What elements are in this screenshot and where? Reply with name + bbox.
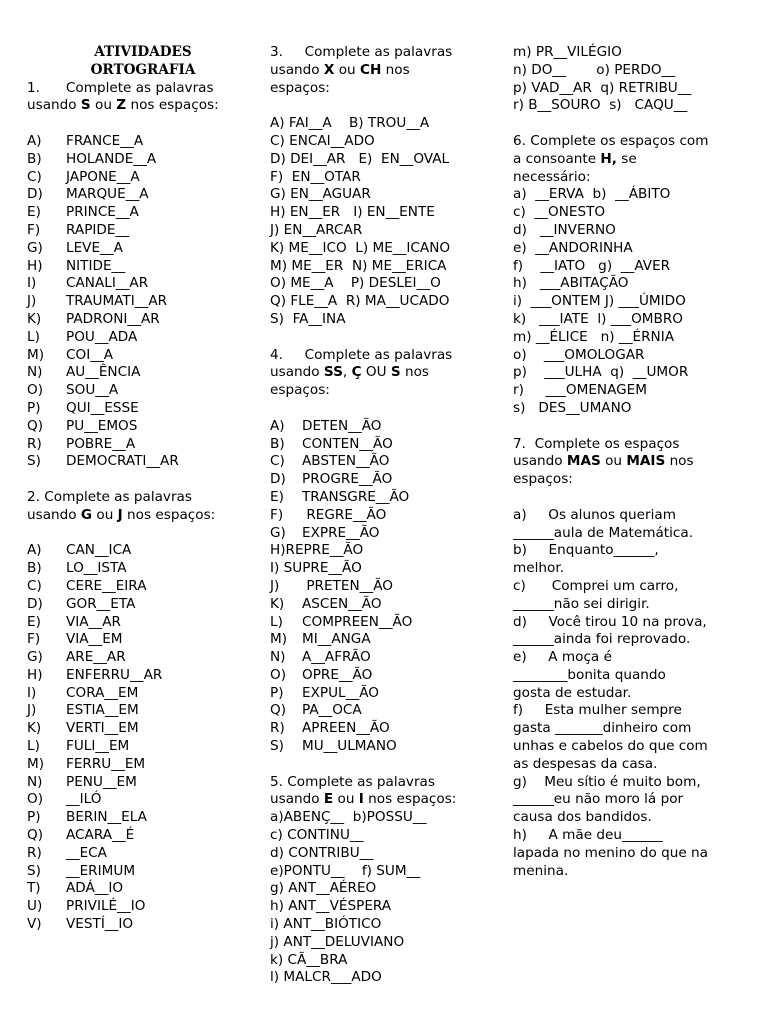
q7-item-line: ______ainda foi reprovado.: [513, 631, 691, 648]
item-word: OPRE__ÃO: [302, 666, 373, 683]
list-item: [27, 702, 259, 720]
list-item: h) ___ABITAÇÃO: [513, 275, 629, 292]
item-letter: C): [27, 168, 42, 185]
item-word: COI__A: [66, 346, 114, 363]
item-letter: N): [27, 773, 43, 790]
list-item: I) SUPRE__ÃO: [270, 560, 362, 577]
list-item: [27, 133, 259, 151]
list-item: [27, 169, 259, 187]
q7-item-line: causa dos bandidos.: [513, 809, 652, 826]
item-letter: S): [270, 738, 284, 755]
list-item: S) FA__INA: [270, 310, 346, 327]
item-word: FRANCE__A: [66, 132, 144, 149]
list-item: d) __INVERNO: [513, 221, 616, 238]
list-item: i) ___ONTEM J) ___ÚMIDO: [513, 293, 686, 310]
item-letter: H): [27, 666, 43, 683]
item-word: REGRE__ÃO: [302, 506, 387, 523]
item-letter: L): [27, 328, 40, 345]
list-item: [27, 614, 259, 632]
list-item: [27, 596, 259, 614]
list-item: o) ___OMOLOGAR: [513, 346, 645, 363]
item-letter: S): [27, 453, 41, 470]
q7-item: [513, 702, 753, 773]
q4-list: [270, 418, 505, 756]
q3-heading: 3. Complete as palavras: [270, 44, 453, 60]
list-item: [270, 738, 505, 756]
q7-item-line: c) Comprei um carro,: [513, 577, 679, 594]
item-word: COMPREEN__ÃO: [302, 613, 413, 630]
list-item: G) EN__AGUAR: [270, 186, 371, 203]
item-word: MU__ULMANO: [302, 738, 397, 755]
list-item: A) FAI__A B) TROU__A: [270, 115, 430, 132]
item-word: PU__EMOS: [66, 417, 138, 434]
item-letter: N): [27, 364, 43, 381]
list-item: a)ABENÇ__ b)POSSU__: [270, 809, 427, 826]
list-item: [27, 186, 259, 204]
item-word: ENFERRU__AR: [66, 666, 163, 683]
list-item: e) __ANDORINHA: [513, 239, 633, 256]
q7-item: [513, 542, 753, 578]
item-letter: R): [27, 435, 42, 452]
list-item: [270, 702, 505, 720]
list-item: M) ME__ER N) ME__ERICA: [270, 257, 447, 274]
item-letter: F): [27, 221, 41, 238]
q7-heading: 7. Complete os espaços: [513, 435, 680, 452]
list-item: [27, 542, 259, 560]
list-item: [27, 756, 259, 774]
list-item: r) B__SOURO s) CAQU__: [513, 97, 688, 114]
item-letter: Q): [27, 417, 44, 434]
item-letter: L): [27, 738, 40, 755]
list-item: [270, 525, 505, 543]
item-letter: J): [27, 702, 37, 719]
list-item: [270, 685, 505, 703]
item-word: EXPUL__ÃO: [302, 684, 379, 701]
q5-list: [270, 809, 505, 987]
item-word: __ERIMUM: [66, 862, 136, 879]
list-item: [27, 453, 259, 471]
item-word: ARE__AR: [66, 649, 126, 666]
list-item: [27, 863, 259, 881]
q7-heading-cont: usando MAS ou MAIS nos: [513, 453, 694, 470]
item-word: CANALI__AR: [66, 275, 149, 292]
list-item: [270, 436, 505, 454]
item-letter: P): [27, 809, 41, 826]
item-word: __ILÓ: [66, 791, 102, 808]
list-item: [27, 791, 259, 809]
list-item: l) MALCR___ADO: [270, 969, 382, 986]
list-item: [27, 827, 259, 845]
q7-item-line: gasta _______dinheiro com: [513, 720, 692, 737]
q7-heading-end: espaços:: [513, 471, 573, 488]
item-word: A__AFRÃO: [302, 649, 371, 666]
item-letter: G): [27, 649, 43, 666]
item-word: __ECA: [66, 844, 107, 861]
list-item: a) __ERVA b) __ÁBITO: [513, 186, 671, 203]
q2-heading-cont: usando G ou J nos espaços:: [27, 506, 216, 523]
item-letter: I): [27, 684, 37, 701]
item-letter: B): [27, 560, 42, 577]
item-word: JAPONE__A: [66, 168, 140, 185]
q7-item-line: e) A moça é: [513, 649, 612, 666]
q7-item-line: h) A mãe deu______: [513, 827, 663, 844]
list-item: H)REPRE__ÃO: [270, 542, 364, 559]
list-item: [27, 151, 259, 169]
item-letter: B): [27, 150, 42, 167]
item-word: TRAUMATI__AR: [66, 293, 168, 310]
item-word: GOR__ETA: [66, 595, 136, 612]
list-item: [27, 382, 259, 400]
q1-list: [27, 133, 259, 471]
list-item: C) ENCAI__ADO: [270, 132, 375, 149]
item-word: PRINCE__A: [66, 204, 139, 221]
item-letter: F): [27, 631, 41, 648]
list-item: [27, 293, 259, 311]
list-item: [27, 364, 259, 382]
item-letter: M): [27, 755, 45, 772]
list-item: [270, 507, 505, 525]
list-item: [270, 418, 505, 436]
list-item: [27, 649, 259, 667]
item-word: ESTIA__EM: [66, 702, 139, 719]
item-word: FERRU__EM: [66, 755, 146, 772]
item-letter: C): [270, 453, 285, 470]
q5-heading-cont: usando E ou I nos espaços:: [270, 791, 457, 808]
list-item: h) ANT__VÉSPERA: [270, 898, 392, 915]
item-word: LEVE__A: [66, 239, 123, 256]
q2-heading: 2. Complete as palavras: [27, 488, 192, 505]
list-item: [27, 720, 259, 738]
list-item: [27, 418, 259, 436]
list-item: Q) FLE__A R) MA__UCADO: [270, 293, 450, 310]
list-item: [27, 738, 259, 756]
item-letter: E): [27, 204, 41, 221]
q7-item-line: d) Você tirou 10 na prova,: [513, 613, 707, 630]
item-letter: G): [270, 524, 286, 541]
item-letter: L): [270, 613, 283, 630]
q7-item-line: ________bonita quando: [513, 666, 666, 683]
column-3: [513, 44, 753, 880]
list-item: [27, 258, 259, 276]
item-letter: P): [27, 399, 41, 416]
item-word: PA__OCA: [302, 702, 362, 719]
item-letter: T): [27, 880, 41, 897]
list-item: f) __IATO g) __AVER: [513, 257, 671, 274]
list-item: [27, 560, 259, 578]
item-word: FULI__EM: [66, 738, 130, 755]
item-letter: D): [27, 595, 43, 612]
list-item: [27, 400, 259, 418]
list-item: [27, 311, 259, 329]
item-letter: B): [270, 435, 285, 452]
list-item: [270, 596, 505, 614]
q7-item-line: f) Esta mulher sempre: [513, 702, 682, 719]
q7-item-line: menina.: [513, 862, 569, 879]
q7-list: [513, 507, 753, 881]
item-word: PROGRE__ÃO: [302, 471, 393, 488]
title-line-2: ORTOGRAFIA: [90, 61, 196, 78]
item-letter: J): [27, 293, 37, 310]
list-item: m) __ÉLICE n) __ÉRNIA: [513, 328, 675, 345]
q7-item-line: as despesas da casa.: [513, 755, 658, 772]
item-letter: O): [27, 382, 44, 399]
item-word: POBRE__A: [66, 435, 136, 452]
q3-heading-end: espaços:: [270, 79, 330, 96]
q7-item-line: ______aula de Matemática.: [513, 524, 694, 541]
q7-item-line: b) Enquanto______,: [513, 542, 659, 559]
list-item: [27, 240, 259, 258]
item-word: ADÁ__IO: [66, 880, 124, 897]
item-word: CONTEN__ÃO: [302, 435, 393, 452]
q7-item-line: gosta de estudar.: [513, 684, 632, 701]
item-letter: D): [27, 186, 43, 203]
list-item: n) DO__ o) PERDO__: [513, 61, 676, 78]
item-word: PRIVILÉ__IO: [66, 898, 146, 915]
list-item: K) ME__ICO L) ME__ICANO: [270, 239, 451, 256]
item-letter: G): [27, 239, 43, 256]
list-item: [27, 631, 259, 649]
q7-item: [513, 507, 753, 543]
list-item: [270, 578, 505, 596]
item-letter: R): [270, 720, 285, 737]
item-word: VIA__AR: [66, 613, 121, 630]
item-letter: K): [270, 595, 285, 612]
list-item: [27, 809, 259, 827]
list-item: d) CONTRIBU__: [270, 844, 374, 861]
item-word: VESTÍ__IO: [66, 916, 134, 933]
item-letter: U): [27, 898, 43, 915]
item-letter: A): [27, 542, 42, 559]
item-letter: V): [27, 916, 42, 933]
item-letter: A): [27, 132, 42, 149]
q4-heading: 4. Complete as palavras: [270, 346, 453, 363]
q5-continued-list: [513, 44, 753, 115]
item-letter: I): [27, 275, 37, 292]
item-word: PRETEN__ÃO: [302, 577, 393, 594]
q3-heading-cont: usando X ou CH nos: [270, 61, 410, 78]
item-word: SOU__A: [66, 382, 119, 399]
item-word: EXPRE__ÃO: [302, 524, 380, 541]
item-letter: N): [270, 649, 286, 666]
list-item: i) ANT__BIÓTICO: [270, 916, 382, 933]
list-item: p) ___ULHA q) __UMOR: [513, 364, 689, 381]
item-word: VERTI__EM: [66, 720, 139, 737]
q7-item-line: g) Meu sítio é muito bom,: [513, 773, 701, 790]
list-item: [270, 489, 505, 507]
list-item: [270, 471, 505, 489]
q1-heading-cont: usando S ou Z nos espaços:: [27, 97, 219, 114]
item-letter: H): [27, 257, 43, 274]
list-item: k) ___IATE l) ___OMBRO: [513, 310, 684, 327]
item-letter: M): [27, 346, 45, 363]
q7-item-line: melhor.: [513, 560, 564, 577]
item-word: ACARA__É: [66, 827, 135, 844]
q6-list: [513, 186, 753, 417]
q6-heading-cont: a consoante H, se: [513, 150, 637, 167]
list-item: [270, 631, 505, 649]
item-word: AU__ÊNCIA: [66, 364, 141, 381]
list-item: [27, 685, 259, 703]
list-item: g) ANT__AÉREO: [270, 880, 377, 897]
q7-item: [513, 827, 753, 880]
item-word: NITIDE__: [66, 257, 126, 274]
list-item: [270, 614, 505, 632]
item-letter: Q): [270, 702, 287, 719]
column-2: [270, 44, 505, 987]
list-item: F) EN__OTAR: [270, 168, 361, 185]
q6-heading: 6. Complete os espaços com: [513, 132, 709, 149]
column-1: [27, 44, 259, 934]
title-line-1: ATIVIDADES: [94, 44, 192, 60]
item-letter: O): [270, 666, 287, 683]
item-letter: S): [27, 862, 41, 879]
item-letter: C): [27, 577, 42, 594]
item-letter: M): [270, 631, 288, 648]
q4-heading-cont: usando SS, Ç OU S nos: [270, 364, 429, 381]
q7-item-line: lapada no menino do que na: [513, 844, 708, 861]
list-item: [27, 845, 259, 863]
q7-item: [513, 649, 753, 702]
item-word: QUI__ESSE: [66, 399, 139, 416]
q7-item-line: ______eu não moro lá por: [513, 791, 684, 808]
list-item: [27, 880, 259, 898]
item-word: APREEN__ÃO: [302, 720, 390, 737]
q5-heading: 5. Complete as palavras: [270, 773, 435, 790]
item-word: POU__ADA: [66, 328, 138, 345]
list-item: s) DES__UMANO: [513, 399, 632, 416]
list-item: J) EN__ARCAR: [270, 221, 363, 238]
item-word: HOLANDE__A: [66, 150, 157, 167]
item-word: TRANSGRE__ÃO: [302, 488, 410, 505]
q7-item: [513, 774, 753, 827]
q7-item-line: unhas e cabelos do que com: [513, 738, 708, 755]
item-letter: R): [27, 844, 42, 861]
list-item: O) ME__A P) DESLEI__O: [270, 275, 441, 292]
list-item: c) __ONESTO: [513, 204, 606, 221]
list-item: [270, 720, 505, 738]
list-item: D) DEI__AR E) EN__OVAL: [270, 150, 450, 167]
list-item: [27, 222, 259, 240]
list-item: [27, 275, 259, 293]
item-letter: P): [270, 684, 284, 701]
item-word: PENU__EM: [66, 773, 137, 790]
item-word: BERIN__ELA: [66, 809, 147, 826]
list-item: [27, 667, 259, 685]
item-word: ASCEN__ÃO: [302, 595, 382, 612]
list-item: [270, 649, 505, 667]
item-letter: J): [270, 577, 280, 594]
q6-heading-end: necessário:: [513, 168, 591, 185]
q7-item: [513, 578, 753, 614]
item-word: CORA__EM: [66, 684, 139, 701]
item-letter: K): [27, 310, 42, 327]
list-item: [27, 774, 259, 792]
item-word: MI__ANGA: [302, 631, 371, 648]
q4-heading-end: espaços:: [270, 382, 330, 399]
q2-list: [27, 542, 259, 934]
list-item: k) CÃ__BRA: [270, 951, 348, 968]
item-word: DEMOCRATI__AR: [66, 453, 179, 470]
list-item: [270, 667, 505, 685]
list-item: H) EN__ER I) EN__ENTE: [270, 204, 435, 221]
list-item: [27, 578, 259, 596]
list-item: p) VAD__AR q) RETRIBU__: [513, 79, 692, 96]
list-item: c) CONTINU__: [270, 827, 364, 844]
q1-heading: 1. Complete as palavras: [27, 79, 214, 96]
item-letter: E): [27, 613, 41, 630]
list-item: [27, 898, 259, 916]
item-word: CAN__ICA: [66, 542, 132, 559]
list-item: [27, 916, 259, 934]
q7-item: [513, 614, 753, 650]
item-letter: O): [27, 791, 44, 808]
item-letter: Q): [27, 827, 44, 844]
item-letter: A): [270, 417, 285, 434]
list-item: e)PONTU__ f) SUM__: [270, 862, 421, 879]
list-item: [27, 204, 259, 222]
item-word: LO__ISTA: [66, 560, 127, 577]
q7-item-line: a) Os alunos queriam: [513, 506, 676, 523]
item-letter: E): [270, 488, 284, 505]
item-letter: D): [270, 471, 286, 488]
list-item: j) ANT__DELUVIANO: [270, 933, 405, 950]
item-word: PADRONI__AR: [66, 310, 160, 327]
list-item: [27, 329, 259, 347]
list-item: [27, 436, 259, 454]
q7-item-line: ______não sei dirigir.: [513, 595, 650, 612]
list-item: [270, 453, 505, 471]
item-word: CERE__EIRA: [66, 577, 147, 594]
item-letter: F): [270, 506, 284, 523]
list-item: m) PR__VILÉGIO: [513, 44, 622, 60]
item-word: DETEN__ÃO: [302, 417, 382, 434]
q3-list: [270, 115, 505, 329]
item-letter: K): [27, 720, 42, 737]
item-word: ABSTEN__ÃO: [302, 453, 390, 470]
list-item: [27, 347, 259, 365]
item-word: MARQUE__A: [66, 186, 149, 203]
item-word: RAPIDE__: [66, 221, 130, 238]
list-item: r) ___OMENAGEM: [513, 382, 647, 399]
item-word: VIA__EM: [66, 631, 123, 648]
